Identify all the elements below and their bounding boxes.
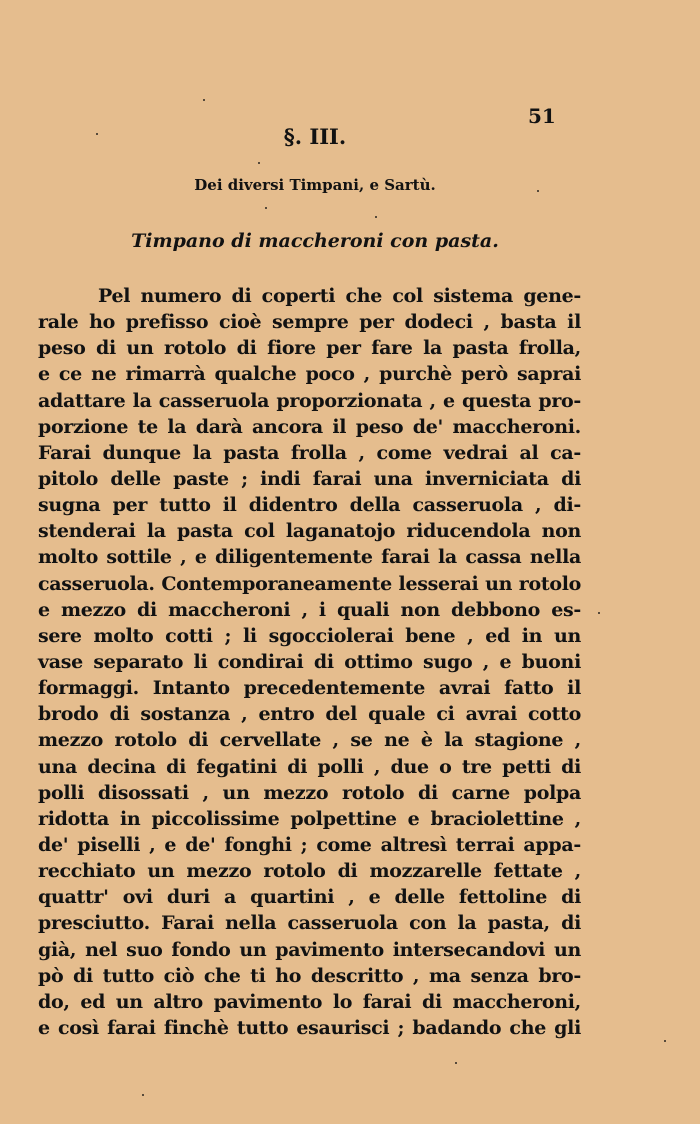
body-line: quattr' ovi duri a quartini , e delle fettoline di: [38, 886, 581, 909]
body-line: formaggi. Intanto precedentemente avrai fatto il: [38, 677, 581, 700]
recipe-title: Timpano di maccheroni con pasta.: [131, 230, 499, 252]
body-line: mezzo rotolo di cervellate , se ne è la stagione ,: [38, 729, 581, 752]
scan-speck: [258, 162, 260, 164]
body-line: e mezzo di maccheroni , i quali non debbono es-: [38, 598, 581, 621]
scan-speck: [537, 190, 539, 192]
page-number: 51: [528, 104, 556, 128]
scan-speck: [265, 207, 267, 209]
body-line: adattare la casseruola proporzionata , e questa pro-: [38, 389, 581, 412]
body-line: stenderai la pasta col laganatojo riducendola non: [38, 520, 581, 543]
scan-speck: [664, 1040, 666, 1042]
body-line: ridotta in piccolissime polpettine e braciolettine ,: [38, 807, 581, 830]
body-line: già, nel suo fondo un pavimento intersecandovi un: [38, 938, 581, 961]
body-line: molto sottile , e diligentemente farai la cassa nella: [38, 546, 581, 569]
scan-speck: [598, 612, 600, 614]
body-line: pò di tutto ciò che ti ho descritto , ma senza bro-: [38, 964, 581, 987]
scan-speck: [142, 1094, 144, 1096]
body-text: [38, 283, 581, 1041]
body-line: e così farai finchè tutto esaurisci ; badando che gli: [38, 1016, 581, 1039]
body-line: porzione te la darà ancora il peso de' maccheroni.: [38, 415, 581, 438]
body-line: casseruola. Contemporaneamente lesserai un rotolo: [38, 572, 581, 595]
body-line: e ce ne rimarrà qualche poco , purchè però saprai: [38, 363, 581, 386]
body-line: Pel numero di coperti che col sistema gene-: [98, 285, 581, 307]
scan-speck: [203, 99, 205, 101]
body-line: polli disossati , un mezzo rotolo di carne polpa: [38, 781, 581, 804]
body-line: peso di un rotolo di fiore per fare la pasta frolla,: [38, 337, 581, 360]
body-line: sugna per tutto il didentro della casseruola , di-: [38, 494, 581, 517]
body-line: una decina di fegatini di polli , due o tre petti di: [38, 755, 581, 778]
body-line: recchiato un mezzo rotolo di mozzarelle fettate ,: [38, 860, 581, 883]
body-line: vase separato li condirai di ottimo sugo , e buoni: [38, 650, 581, 673]
section-heading: §. III.: [283, 124, 347, 149]
body-line: pitolo delle paste ; indi farai una inverniciata di: [38, 467, 581, 490]
body-line: rale ho prefisso cioè sempre per dodeci , basta il: [38, 311, 581, 334]
body-line: do, ed un altro pavimento lo farai di maccheroni,: [38, 990, 581, 1013]
body-line: Farai dunque la pasta frolla , come vedrai al ca-: [38, 441, 581, 464]
scan-speck: [96, 133, 98, 135]
body-line: sere molto cotti ; li sgocciolerai bene , ed in un: [38, 624, 581, 647]
body-line: presciutto. Farai nella casseruola con la pasta, di: [38, 912, 581, 935]
scan-speck: [375, 216, 377, 218]
body-line: de' piselli , e de' fonghi ; come altresì terrai appa-: [38, 833, 581, 856]
chapter-title: Dei diversi Timpani, e Sartù.: [194, 176, 436, 194]
body-line: brodo di sostanza , entro del quale ci avrai cotto: [38, 703, 581, 726]
scan-speck: [455, 1062, 457, 1064]
